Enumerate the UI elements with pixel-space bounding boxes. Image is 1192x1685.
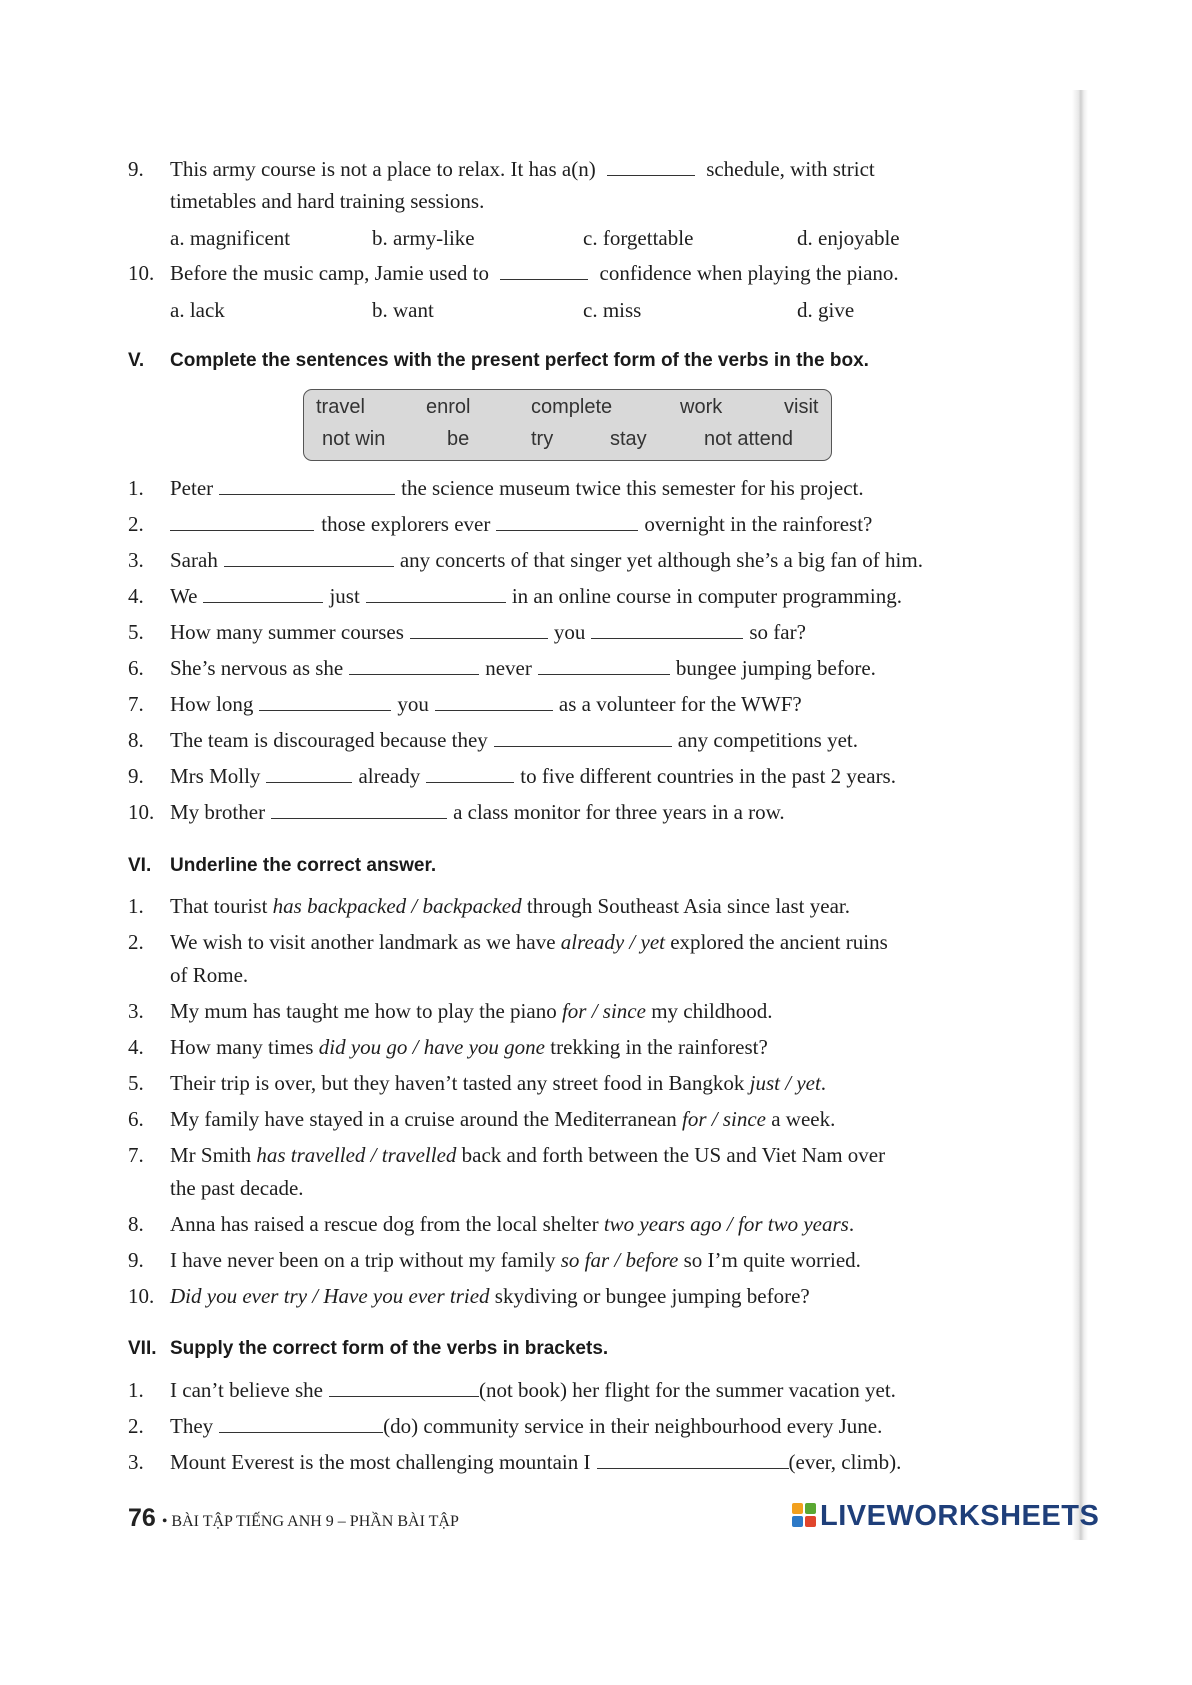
s7-q3-part-a: Mount Everest is the most challenging mountain I [170, 1450, 591, 1474]
s6-q9-text [170, 1246, 861, 1274]
s6-q2-options[interactable]: already / yet [560, 930, 665, 954]
s5-q3-blank[interactable] [224, 548, 394, 567]
liveworksheets-grid-icon [792, 1503, 816, 1527]
s5-q9-part-b: already [358, 764, 421, 788]
s6-q2-pre: We wish to visit another landmark as we have [170, 930, 561, 954]
q9-text-part2: schedule, with strict [706, 157, 875, 181]
s6-q5-number: 5. [128, 1071, 144, 1095]
s5-q7-blank-1[interactable] [259, 692, 391, 711]
s5-q1-part-b: the science museum twice this semester for his project. [401, 476, 864, 500]
s6-q9-options[interactable]: so far / before [560, 1248, 679, 1272]
s7-q3-number: 3. [128, 1450, 144, 1474]
q10-option-c[interactable]: c. miss [583, 298, 642, 322]
s7-q3-part-b: (ever, climb). [788, 1450, 902, 1474]
s6-q8-number: 8. [128, 1212, 144, 1236]
s5-q10-text [170, 798, 785, 826]
s5-q8-number: 8. [128, 728, 144, 752]
s5-q7-part-c: as a volunteer for the WWF? [558, 692, 802, 716]
s7-q2-blank[interactable] [219, 1414, 383, 1433]
s6-q10-number: 10. [128, 1284, 155, 1308]
q9-blank[interactable] [607, 157, 695, 176]
q9-option-c[interactable]: c. forgettable [583, 226, 694, 250]
s5-q5-part-a: How many summer courses [170, 620, 404, 644]
s5-q3-part-a: Sarah [170, 548, 218, 572]
s5-q2-blank-1[interactable] [170, 512, 314, 531]
s5-q7-text [170, 690, 802, 718]
q9-option-b[interactable]: b. army-like [372, 226, 475, 250]
word-box-enrol: enrol [426, 396, 471, 418]
q9-number: 9. [128, 157, 144, 181]
s5-q6-text [170, 654, 876, 682]
s6-q2-line2: of Rome. [170, 963, 249, 987]
q10-option-d[interactable]: d. give [797, 298, 855, 322]
s5-q1-text [170, 474, 864, 502]
s7-q3-blank[interactable] [597, 1450, 789, 1469]
s5-q8-part-b: any competitions yet. [677, 728, 859, 752]
s6-q4-options[interactable]: did you go / have you gone [318, 1035, 546, 1059]
s5-q6-number: 6. [128, 656, 144, 680]
s6-q4-post: trekking in the rainforest? [545, 1035, 768, 1059]
s6-q4-text [170, 1033, 768, 1061]
word-box-try: try [531, 428, 554, 450]
s6-q8-options[interactable]: two years ago / for two years [603, 1212, 849, 1236]
s5-q6-part-b: never [485, 656, 532, 680]
q9-option-a[interactable]: a. magnificent [170, 226, 291, 250]
s5-q6-part-a: She’s nervous as she [170, 656, 344, 680]
s6-q10-post: skydiving or bungee jumping before? [489, 1284, 810, 1308]
s6-q9-post: so I’m quite worried. [678, 1248, 861, 1272]
q10-number: 10. [128, 261, 155, 285]
section-7-title: Supply the correct form of the verbs in brackets. [170, 1338, 609, 1359]
s5-q5-number: 5. [128, 620, 144, 644]
section-6-roman: VI. [128, 855, 152, 876]
s7-q1-number: 1. [128, 1378, 144, 1402]
s6-q8-pre: Anna has raised a rescue dog from the local shelter [170, 1212, 604, 1236]
s5-q4-blank-2[interactable] [366, 584, 506, 603]
s6-q5-pre: Their trip is over, but they haven’t tasted any street food in Bangkok [170, 1071, 750, 1095]
s5-q1-blank[interactable] [219, 476, 395, 495]
s5-q7-blank-2[interactable] [435, 692, 553, 711]
s5-q3-number: 3. [128, 548, 144, 572]
s6-q7-line2: the past decade. [170, 1176, 304, 1200]
word-box-complete: complete [531, 396, 613, 418]
s6-q6-post: a week. [765, 1107, 836, 1131]
q10-blank[interactable] [500, 261, 588, 280]
s5-q4-blank-1[interactable] [203, 584, 323, 603]
book-title: BÀI TẬP TIẾNG ANH 9 – PHẦN BÀI TẬP [171, 1513, 459, 1530]
s7-q1-blank[interactable] [329, 1378, 479, 1397]
s6-q5-options[interactable]: just / yet [749, 1071, 821, 1095]
s6-q8-post: . [848, 1212, 855, 1236]
s6-q4-pre: How many times [170, 1035, 319, 1059]
section-5-roman: V. [128, 350, 145, 371]
section-5-heading [128, 348, 869, 374]
q10-text-part1: Before the music camp, Jamie used to [170, 261, 489, 285]
q9-text-line2: timetables and hard training sessions. [170, 189, 485, 213]
s7-q1-text [170, 1376, 896, 1404]
section-5-title: Complete the sentences with the present perfect form of the verbs in the box. [170, 350, 869, 371]
s7-q2-part-b: (do) community service in their neighbourhood every June. [383, 1414, 883, 1438]
s5-q3-text [170, 546, 923, 574]
word-box-be: be [447, 428, 470, 450]
s6-q6-options[interactable]: for / since [681, 1107, 766, 1131]
section-6-title: Underline the correct answer. [170, 855, 437, 876]
s5-q10-number: 10. [128, 800, 155, 824]
s6-q1-options[interactable]: has backpacked / backpacked [272, 894, 522, 918]
s7-q2-part-a: They [170, 1414, 214, 1438]
q10-option-b[interactable]: b. want [372, 298, 434, 322]
s5-q9-part-a: Mrs Molly [170, 764, 261, 788]
s5-q9-blank-1[interactable] [266, 764, 352, 783]
s6-q8-text [170, 1210, 854, 1238]
s5-q7-part-a: How long [170, 692, 254, 716]
q9-option-d[interactable]: d. enjoyable [797, 226, 900, 250]
s5-q6-blank-1[interactable] [349, 656, 479, 675]
s6-q1-pre: That tourist [170, 894, 273, 918]
s5-q4-part-a: We [170, 584, 198, 608]
section-7-roman: VII. [128, 1338, 157, 1359]
s5-q5-part-c: so far? [749, 620, 806, 644]
s6-q7-post: back and forth between the US and Viet Nam over [456, 1143, 886, 1167]
s6-q5-post: . [820, 1071, 827, 1095]
word-box-not-attend: not attend [704, 428, 793, 450]
s5-q10-part-b: a class monitor for three years in a row. [453, 800, 785, 824]
s5-q9-blank-2[interactable] [426, 764, 514, 783]
q10-option-a[interactable]: a. lack [170, 298, 225, 322]
s5-q1-part-a: Peter [170, 476, 214, 500]
s6-q2-text [170, 928, 888, 956]
page-edge-shadow [1072, 90, 1088, 1540]
s5-q3-part-b: any concerts of that singer yet although she’s a big fan of him. [399, 548, 923, 572]
section-7-heading [128, 1336, 608, 1362]
s6-q10-options[interactable]: Did you ever try / Have you ever tried [170, 1284, 490, 1308]
s6-q3-options[interactable]: for / since [561, 999, 646, 1023]
s5-q5-part-b: you [553, 620, 586, 644]
s5-q1-number: 1. [128, 476, 144, 500]
page-number: 76 [128, 1504, 156, 1532]
word-box-not-win: not win [322, 428, 386, 450]
s6-q7-options[interactable]: has travelled / travelled [256, 1143, 457, 1167]
word-box-work: work [680, 396, 723, 418]
brand-logo[interactable] [792, 1500, 1099, 1533]
s5-q5-blank-1[interactable] [410, 620, 548, 639]
s6-q3-text [170, 997, 773, 1025]
s6-q9-number: 9. [128, 1248, 144, 1272]
s7-q1-part-b: (not book) her flight for the summer vacation yet. [478, 1378, 896, 1402]
s5-q4-text [170, 582, 902, 610]
page-footer [128, 1504, 459, 1533]
s5-q2-number: 2. [128, 512, 144, 536]
s6-q7-text [170, 1141, 885, 1169]
word-box-travel: travel [316, 396, 365, 418]
q10-text-part2: confidence when playing the piano. [599, 261, 899, 285]
q10-text [170, 259, 899, 287]
word-box-visit: visit [784, 396, 819, 418]
s5-q2-part-b: overnight in the rainforest? [644, 512, 873, 536]
s5-q2-blank-2[interactable] [496, 512, 638, 531]
s6-q1-text [170, 892, 850, 920]
q9-text-part1: This army course is not a place to relax. It has a(n) [170, 157, 596, 181]
s6-q6-number: 6. [128, 1107, 144, 1131]
word-box [303, 389, 832, 461]
s6-q7-number: 7. [128, 1143, 144, 1167]
s6-q2-post: explored the ancient ruins [664, 930, 888, 954]
word-box-stay: stay [610, 428, 647, 450]
q9-text [170, 155, 875, 183]
s6-q10-text [170, 1282, 810, 1310]
s5-q9-text [170, 762, 896, 790]
s5-q5-text [170, 618, 806, 646]
s5-q8-blank[interactable] [494, 728, 672, 747]
s6-q6-pre: My family have stayed in a cruise around the Mediterranean [170, 1107, 682, 1131]
brand-name: LIVEWORKSHEETS [820, 1500, 1100, 1532]
s5-q8-part-a: The team is discouraged because they [170, 728, 488, 752]
s5-q9-number: 9. [128, 764, 144, 788]
s6-q1-post: through Southeast Asia since last year. [521, 894, 850, 918]
footer-bullet: • [161, 1513, 168, 1530]
s5-q7-number: 7. [128, 692, 144, 716]
s6-q4-number: 4. [128, 1035, 144, 1059]
s5-q4-number: 4. [128, 584, 144, 608]
s7-q2-text [170, 1412, 882, 1440]
s7-q1-part-a: I can’t believe she [170, 1378, 323, 1402]
s6-q3-pre: My mum has taught me how to play the piano [170, 999, 562, 1023]
s5-q2-text [170, 510, 872, 538]
s5-q10-part-a: My brother [170, 800, 266, 824]
s6-q6-text [170, 1105, 835, 1133]
section-6-heading [128, 853, 436, 879]
s5-q6-part-c: bungee jumping before. [675, 656, 876, 680]
s6-q5-text [170, 1069, 826, 1097]
s6-q7-pre: Mr Smith [170, 1143, 257, 1167]
s5-q9-part-c: to five different countries in the past 2 years. [520, 764, 896, 788]
s5-q2-part-a: those explorers ever [321, 512, 491, 536]
s7-q3-text [170, 1448, 901, 1476]
s5-q4-part-c: in an online course in computer programming. [511, 584, 902, 608]
s5-q7-part-b: you [397, 692, 429, 716]
s5-q6-blank-2[interactable] [538, 656, 670, 675]
s5-q10-blank[interactable] [271, 800, 447, 819]
s5-q4-part-b: just [329, 584, 360, 608]
s6-q3-number: 3. [128, 999, 144, 1023]
s6-q3-post: my childhood. [645, 999, 773, 1023]
s5-q8-text [170, 726, 858, 754]
s6-q1-number: 1. [128, 894, 144, 918]
s5-q5-blank-2[interactable] [591, 620, 743, 639]
s6-q2-number: 2. [128, 930, 144, 954]
s7-q2-number: 2. [128, 1414, 144, 1438]
s6-q9-pre: I have never been on a trip without my family [170, 1248, 561, 1272]
